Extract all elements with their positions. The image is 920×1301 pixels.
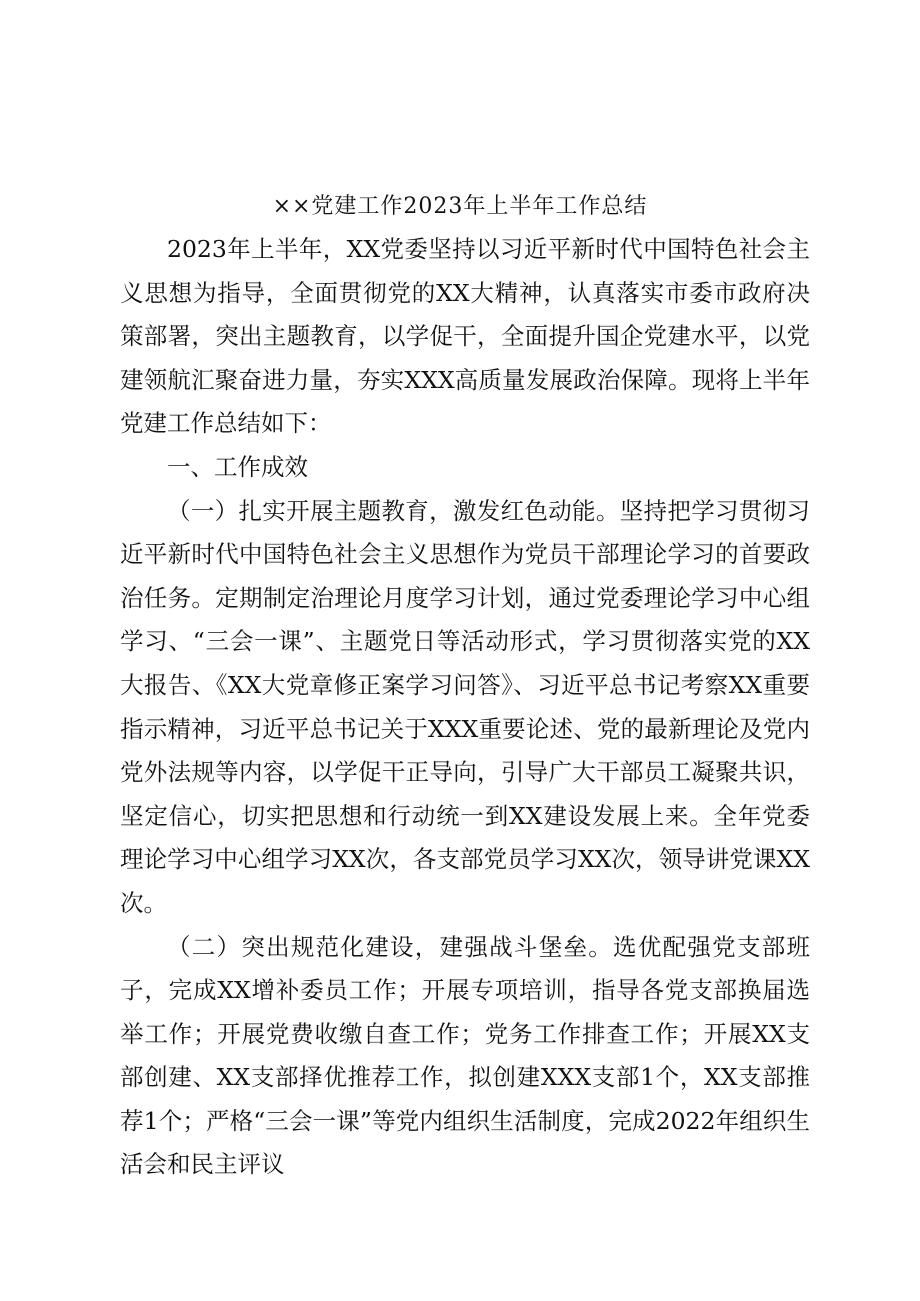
- section-heading: 一、工作成效: [167, 452, 308, 481]
- intro-paragraph: 2023年上半年，XX党委坚持以习近平新时代中国特色社会主义思想为指导，全面贯彻党的XX大精神，认真落实市委市政府决策部署，突出主题教育，以学促干，全面提升国企党建水平，以党建领航汇聚奋进力量，夯实XXX高质量发展政治保障。现将上半年党建工作总结如下：: [120, 235, 810, 438]
- item-1-paragraph: （一）扎实开展主题教育，激发红色动能。坚持把学习贯彻习近平新时代中国特色社会主义思想作为党员干部理论学习的首要政治任务。定期制定治理论月度学习计划，通过党委理论学习中心组学习、“三会一课”、主题党日等活动形式，学习贯彻落实党的XX大报告、《XX大党章修正案学习问答》、习近平总书记考察XX重要指示精神，习近平总书记关于XXX重要论述、党的最新理论及党内党外法规等内容，以学促干正导向，引导广大干部员工凝聚共识，坚定信心，切实把思想和行动统一到XX建设发展上来。全年党委理论学习中心组学习XX次，各支部党员学习XX次，领导讲党课XX次。: [120, 496, 810, 917]
- document-body: [120, 228, 810, 1187]
- document-title: ××党建工作2023年上半年工作总结: [272, 194, 648, 219]
- item-2-paragraph: （二）突出规范化建设，建强战斗堡垒。选优配强党支部班子，完成XX增补委员工作；开展专项培训，指导各党支部换届选举工作；开展党费收缴自查工作；党务工作排查工作；开展XX支部创建、XX支部择优推荐工作，拟创建XXX支部1个，XX支部推荐1个；严格“三会一课”等党内组织生活制度，完成2022年组织生活会和民主评议: [120, 932, 810, 1179]
